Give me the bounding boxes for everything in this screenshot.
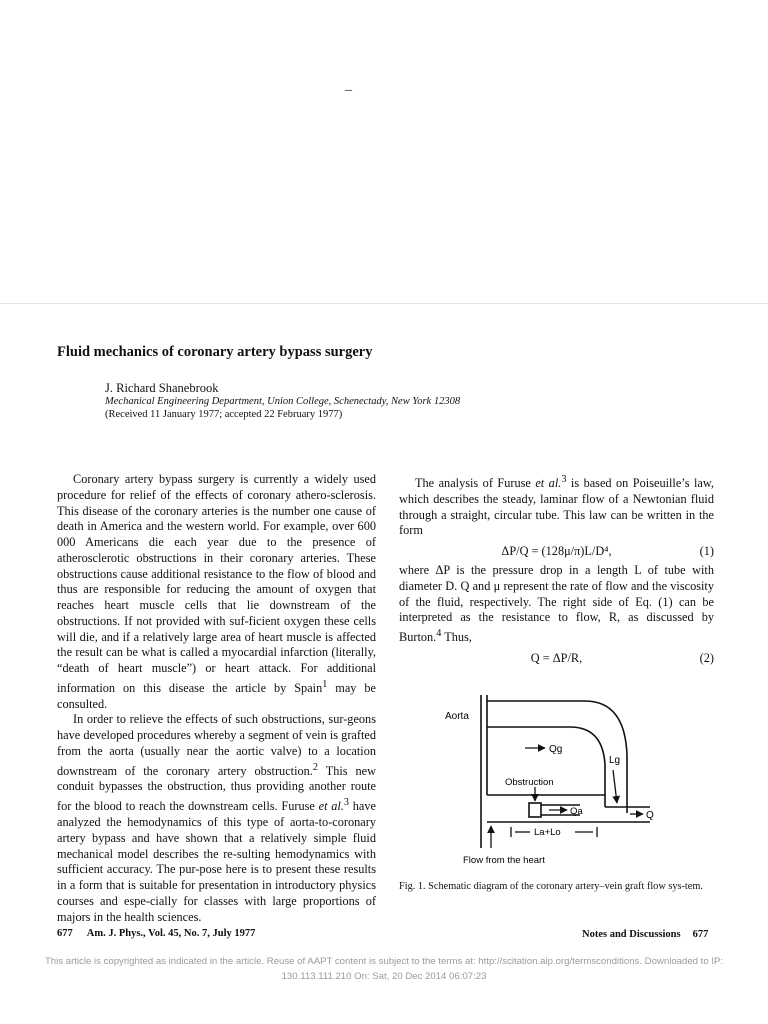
- label-qg: Qg: [549, 744, 563, 755]
- equation-1: [399, 543, 714, 559]
- label-q: Q: [646, 810, 654, 821]
- equation-2: [399, 650, 714, 666]
- journal-citation: Am. J. Phys., Vol. 45, No. 7, July 1977: [86, 928, 256, 939]
- graft-length-arrow: [613, 770, 617, 803]
- equation-2-expression: Q = ΔP/R,: [530, 650, 583, 665]
- copyright-line-1: This article is copyrighted as indicated in the article. Reuse of AAPT content is subject to the terms at: http://scitation.aip.org/termsconditions. Downloaded to IP:: [44, 956, 724, 967]
- scan-edge-line: [0, 303, 768, 304]
- footer-section: [582, 929, 708, 940]
- label-aorta: Aorta: [445, 711, 469, 722]
- equation-1-number: (1): [699, 544, 714, 559]
- reference-marker: 3: [561, 474, 567, 485]
- label-la-lo: La+Lo: [534, 827, 561, 838]
- label-flow-from-heart: Flow from the heart: [463, 855, 545, 866]
- reference-marker: 4: [436, 628, 442, 640]
- top-mark: _: [345, 78, 352, 93]
- received-dates: (Received 11 January 1977; accepted 22 February 1977): [105, 409, 343, 420]
- bypass-schematic-diagram: [445, 695, 665, 870]
- right-column: [399, 472, 714, 670]
- paragraph-bypass: In order to relieve the effects of such obstructions, sur-geons have developed procedures whereby a segment of vein is grafted from the aorta (usually near the aortic valve) to a location downstream of the coronary artery obstruction.$^2$ This new conduit bypasses the obstruction, thus providing another route for the blood to reach the downstream cells. Furuse et al.$^3$ have analyzed the hemodynamics of this type of aorta-to-coronary artery bypass and have shown that a relatively simple fluid mechanical model describes the re-sulting hemodynamics with sufficient accuracy. The pur-pose here is to present these results in a form that is suitable for presentation in introductory physics courses and espe-cially for classes with large proportions of majors in the health sciences.: [57, 712, 376, 924]
- label-lg: Lg: [609, 755, 621, 766]
- equation-1-expression: ΔP/Q = (128μ/π)L/D⁴,: [501, 544, 612, 559]
- reference-marker: 2: [312, 761, 318, 773]
- article-author: J. Richard Shanebrook: [105, 381, 219, 395]
- label-obstruction: Obstruction: [505, 777, 554, 788]
- article-title: Fluid mechanics of coronary artery bypass surgery: [57, 344, 373, 360]
- paragraph-poiseuille: The analysis of Furuse et al.$^3$ is based on Poiseuille’s law, which describes the steady, laminar flow of a Newtonian fluid through a straight, circular tube. This law can be written in the form: [399, 474, 715, 538]
- footer-journal: [57, 928, 255, 939]
- vessel-outlines: [481, 695, 650, 848]
- graft-outer-wall: [487, 701, 627, 813]
- reference-marker: 1: [322, 678, 328, 690]
- reference-marker: 3: [343, 797, 350, 809]
- obstruction-block: [529, 803, 541, 817]
- copyright-notice: [0, 954, 768, 984]
- label-qa: Qa: [570, 806, 583, 817]
- paragraph-resistance: where ΔP is the pressure drop in a length L of tube with diameter D. Q and μ represent the rate of flow and the viscosity of the fluid, respectively. The right side of Eq. (1) can be interpreted as the resistance to flow, R, as discussed by Burton.$^4$ Thus,: [399, 563, 714, 645]
- author-affiliation: Mechanical Engineering Department, Union College, Schenectady, New York 12308: [105, 396, 461, 407]
- page-number-left: 677: [57, 928, 73, 939]
- paragraph-intro: Coronary artery bypass surgery is currently a widely used procedure for relief of the effects of coronary athero-sclerosis. This disease of the coronary arteries is the number one cause of death in America and the western world. For example, over 600 000 Americans die each year due to the presence of atherosclerotic obstructions in their coronary arteries. These obstructions cause additional resistance to the flow of blood and thus are responsible for reducing the amount of oxygen that reaches heart muscle cells that lie downstream of the obstructions. If not provided with suf-ficient oxygen these cells will die, and if a relatively large area of heart muscle is affected the result can be what is called a myocardial infarction (literally, “death of heart muscle”) or heart attack. For additional information on this disease the article by Spain$^1$ may be consulted.: [57, 472, 376, 711]
- figure-caption: Fig. 1. Schematic diagram of the coronary artery–vein graft flow sys-tem.: [399, 881, 703, 892]
- copyright-line-2: 130.113.111.210 On: Sat, 20 Dec 2014 06:07:23: [281, 971, 487, 982]
- section-name: Notes and Discussions: [582, 929, 681, 940]
- equation-2-number: (2): [699, 650, 714, 665]
- page-number-right: 677: [692, 929, 709, 940]
- left-column: [57, 472, 376, 925]
